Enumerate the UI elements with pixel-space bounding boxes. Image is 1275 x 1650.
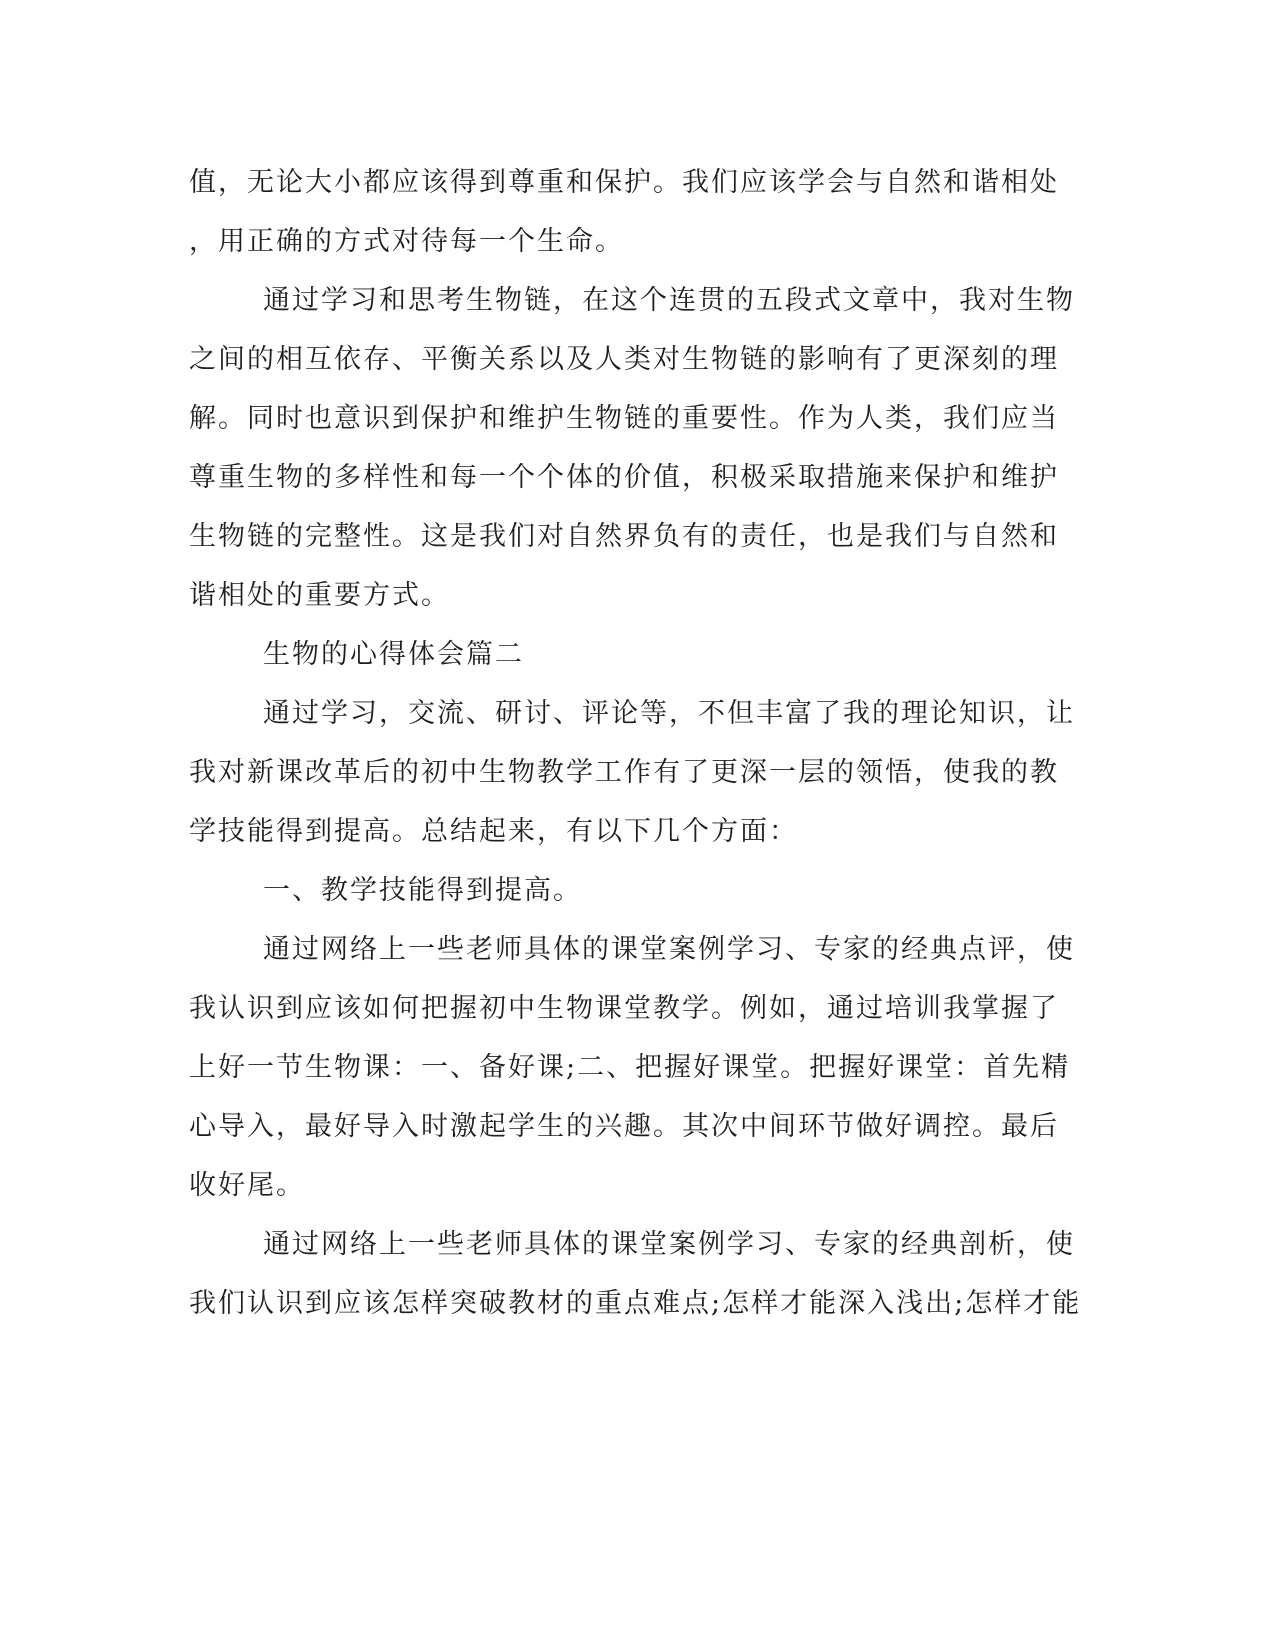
- paragraph-line: 我认识到应该如何把握初中生物课堂教学。例如，通过培训我掌握了: [189, 993, 1059, 1024]
- paragraph-line: 解。同时也意识到保护和维护生物链的重要性。作为人类，我们应当: [189, 403, 1059, 434]
- paragraph-line: 心导入，最好导入时激起学生的兴趣。其次中间环节做好调控。最后: [189, 1111, 1059, 1142]
- paragraph-line: 尊重生物的多样性和每一个个体的价值，积极采取措施来保护和维护: [189, 462, 1059, 493]
- paragraph-line: 谐相处的重要方式。: [189, 580, 450, 611]
- paragraph-line: 通过网络上一些老师具体的课堂案例学习、专家的经典点评，使: [263, 934, 1075, 965]
- subheading: 一、教学技能得到提高。: [263, 875, 582, 906]
- paragraph-line: 上好一节生物课：一、备好课;二、把握好课堂。把握好课堂：首先精: [189, 1052, 1071, 1083]
- section-heading: 生物的心得体会篇二: [263, 639, 524, 670]
- paragraph-line: 通过学习，交流、研讨、评论等，不但丰富了我的理论知识，让: [263, 698, 1075, 729]
- paragraph-line: ，用正确的方式对待每一个生命。: [189, 226, 624, 257]
- paragraph-line: 生物链的完整性。这是我们对自然界负有的责任，也是我们与自然和: [189, 521, 1059, 552]
- paragraph-line: 通过网络上一些老师具体的课堂案例学习、专家的经典剖析，使: [263, 1229, 1075, 1260]
- paragraph-line: 学技能得到提高。总结起来，有以下几个方面：: [189, 816, 798, 847]
- paragraph-line: 我们认识到应该怎样突破教材的重点难点;怎样才能深入浅出;怎样才能: [189, 1288, 1082, 1319]
- paragraph-line: 我对新课改革后的初中生物教学工作有了更深一层的领悟，使我的教: [189, 757, 1059, 788]
- paragraph-line: 之间的相互依存、平衡关系以及人类对生物链的影响有了更深刻的理: [189, 344, 1059, 375]
- paragraph-line: 值，无论大小都应该得到尊重和保护。我们应该学会与自然和谐相处: [189, 167, 1059, 198]
- paragraph-line: 收好尾。: [189, 1170, 305, 1201]
- paragraph-line: 通过学习和思考生物链，在这个连贯的五段式文章中，我对生物: [263, 285, 1075, 316]
